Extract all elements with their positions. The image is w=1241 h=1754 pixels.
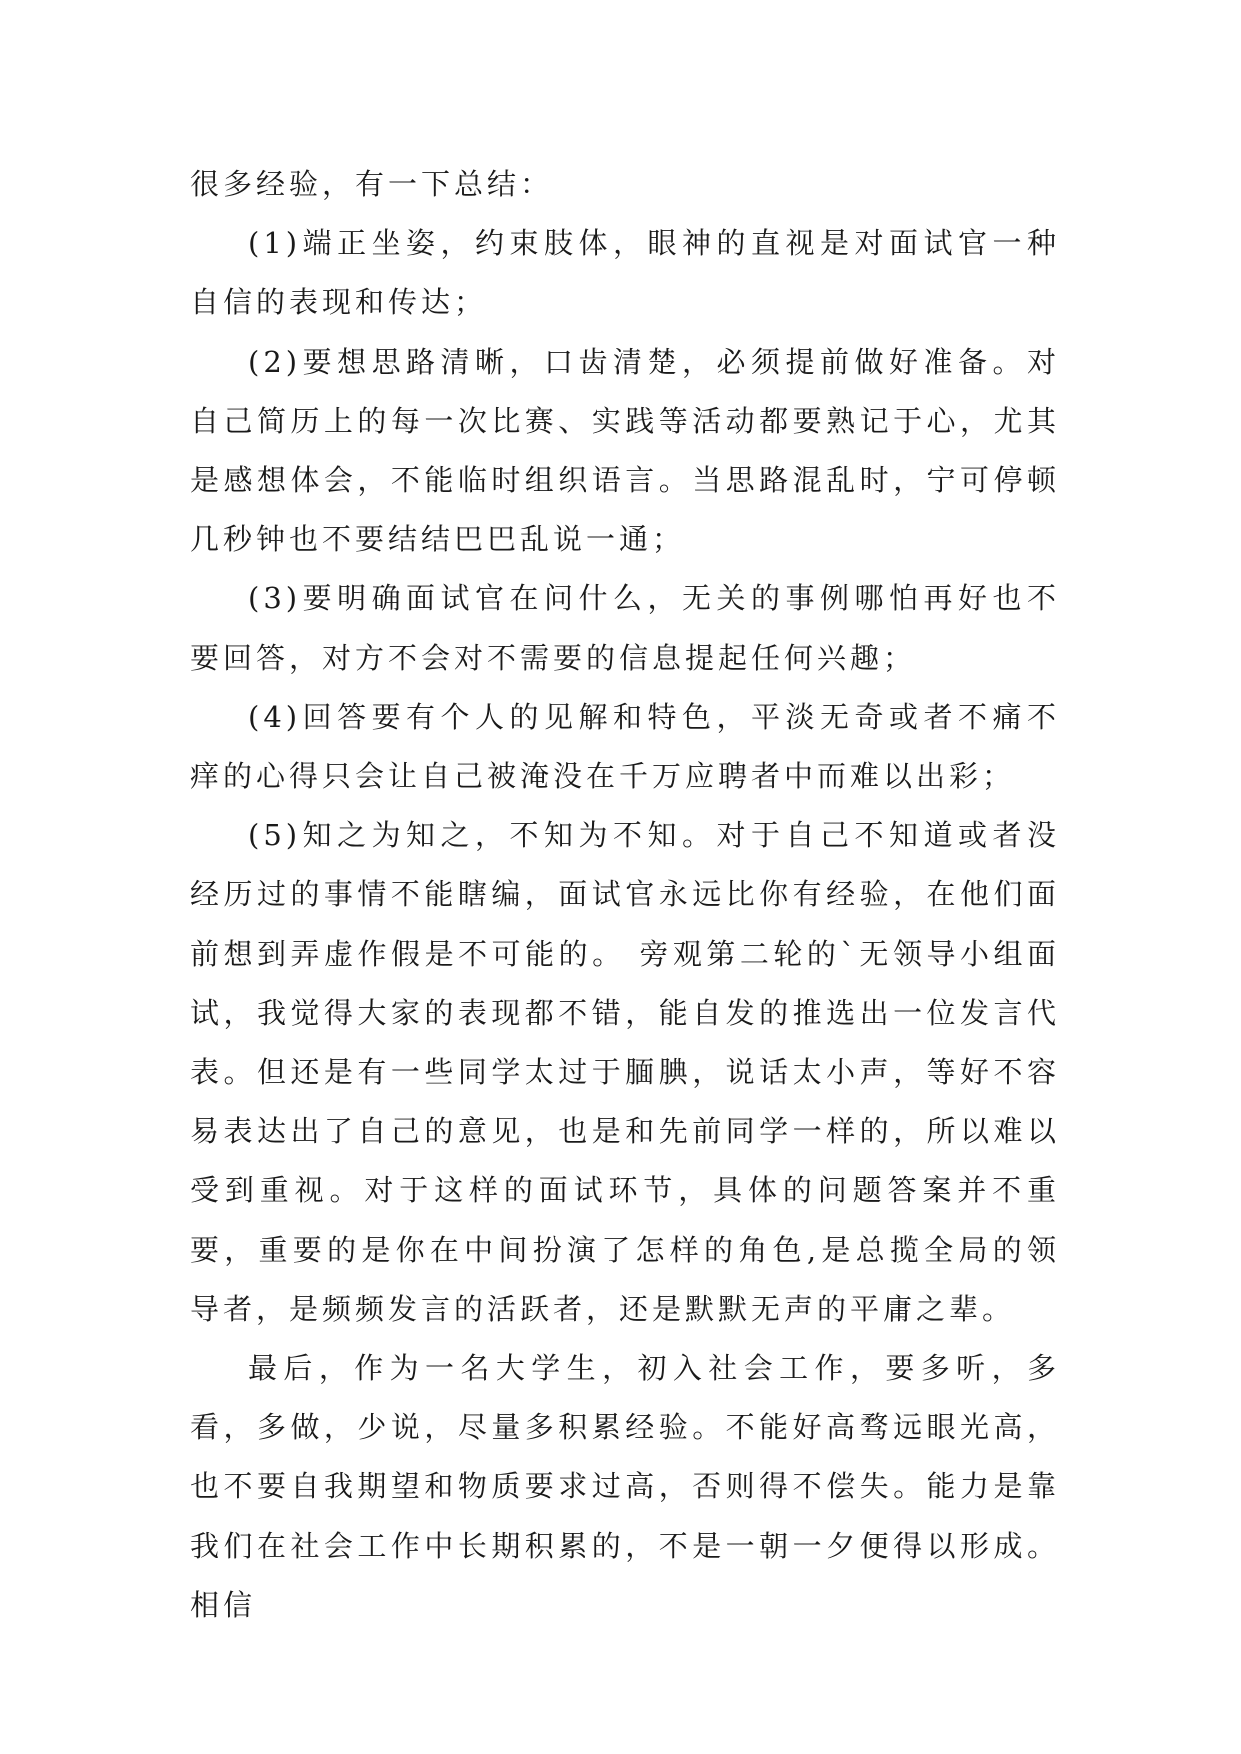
paragraph-tip-1: (1)端正坐姿，约束肢体，眼神的直视是对面试官一种自信的表现和传达； [190,226,1060,320]
paragraph-conclusion: 最后，作为一名大学生，初入社会工作，要多听，多看，多做，少说，尽量多积累经验。不能好高骛远眼光高，也不要自我期望和物质要求过高，否则得不偿失。能力是靠我们在社会工作中长期积累的，不是一朝一夕便得以形成。相信 [190,1351,1060,1622]
paragraph-tip-5: (5)知之为知之，不知为不知。对于自己不知道或者没经历过的事情不能瞎编，面试官永远比你有经验，在他们面前想到弄虚作假是不可能的。 旁观第二轮的`无领导小组面试，我觉得大家的表现都不错，能自发的推选出一位发言代表。但还是有一些同学太过于腼腆，说话太小声，等好不容易表达出了自己的意见，也是和先前同学一样的，所以难以受到重视。对于这样的面试环节，具体的问题答案并不重要，重要的是你在中间扮演了怎样的角色,是总揽全局的领导者，是频频发言的活跃者，还是默默无声的平庸之辈。 [190,818,1060,1326]
paragraph-tip-2: (2)要想思路清晰，口齿清楚，必须提前做好准备。对自己简历上的每一次比赛、实践等活动都要熟记于心，尤其是感想体会，不能临时组织语言。当思路混乱时，宁可停顿几秒钟也不要结结巴巴乱说一通； [190,344,1060,557]
paragraph-intro: 很多经验，有一下总结： [190,167,554,201]
paragraph-tip-3: (3)要明确面试官在问什么，无关的事例哪怕再好也不要回答，对方不会对不需要的信息提起任何兴趣； [190,581,1060,675]
paragraph-tip-4: (4)回答要有个人的见解和特色，平淡无奇或者不痛不痒的心得只会让自己被淹没在千万应聘者中而难以出彩； [190,699,1060,794]
document-body [190,155,1060,1635]
